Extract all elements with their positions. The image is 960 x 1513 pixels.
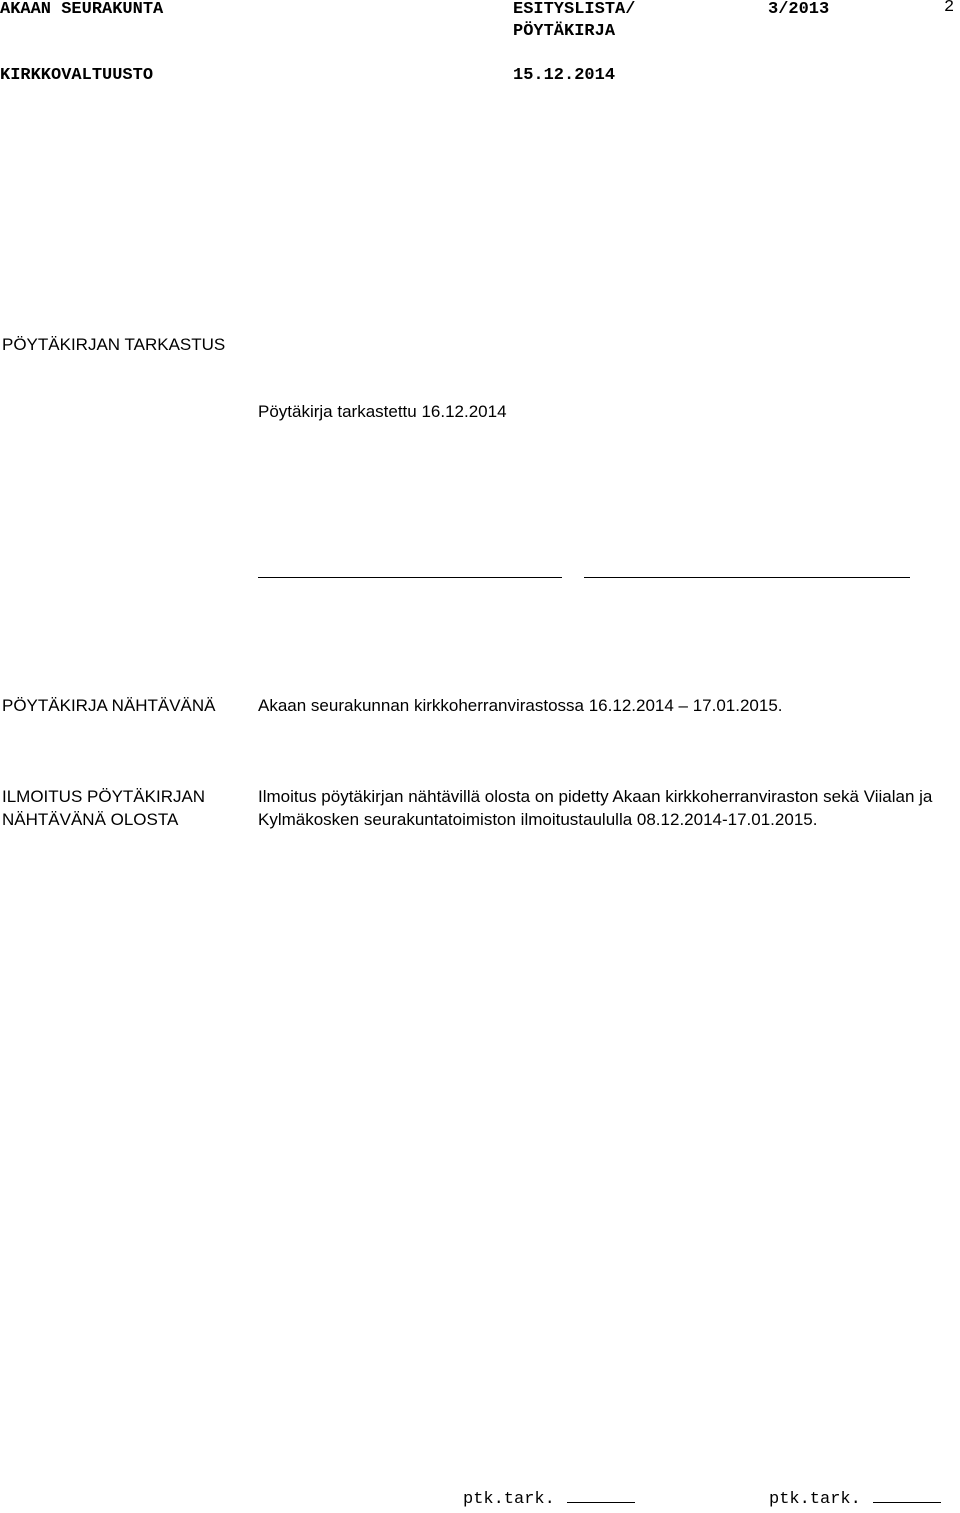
footer-initials-1 — [463, 1488, 635, 1510]
initials-blank-1 — [567, 1488, 635, 1503]
notice-text: Ilmoitus pöytäkirjan nähtävillä olosta on pidetty Akaan kirkkoherranviraston sekä Viialan ja Kylmäkosken seurakuntatoimiston ilmoitustaululla 08.12.2014-17.01.2015. — [258, 787, 933, 829]
body-name: KIRKKOVALTUUSTO — [0, 66, 154, 85]
meeting-date: 15.12.2014 — [513, 66, 616, 85]
organization-name: AKAAN SEURAKUNTA — [0, 0, 164, 19]
footer-initials-label-2: ptk.tark. — [769, 1490, 861, 1509]
page-number: 2 — [944, 0, 955, 17]
meeting-number: 3/2013 — [768, 0, 830, 19]
display-heading: PÖYTÄKIRJA NÄHTÄVÄNÄ — [2, 696, 216, 715]
review-text: Pöytäkirja tarkastettu 16.12.2014 — [258, 402, 507, 421]
signature-line-2 — [584, 577, 910, 578]
display-text: Akaan seurakunnan kirkkoherranvirastossa 16.12.2014 – 17.01.2015. — [258, 696, 783, 715]
notice-heading-line1: ILMOITUS PÖYTÄKIRJAN — [2, 787, 206, 806]
initials-blank-2 — [873, 1488, 941, 1503]
notice-heading-line2: NÄHTÄVÄNÄ OLOSTA — [2, 810, 179, 829]
review-heading: PÖYTÄKIRJAN TARKASTUS — [2, 335, 226, 354]
footer-initials-2 — [769, 1488, 941, 1510]
document-type-line1: ESITYSLISTA/ — [513, 0, 636, 19]
footer-initials-label-1: ptk.tark. — [463, 1490, 555, 1509]
document-type-line2: PÖYTÄKIRJA — [513, 22, 616, 41]
signature-line-1 — [258, 577, 562, 578]
